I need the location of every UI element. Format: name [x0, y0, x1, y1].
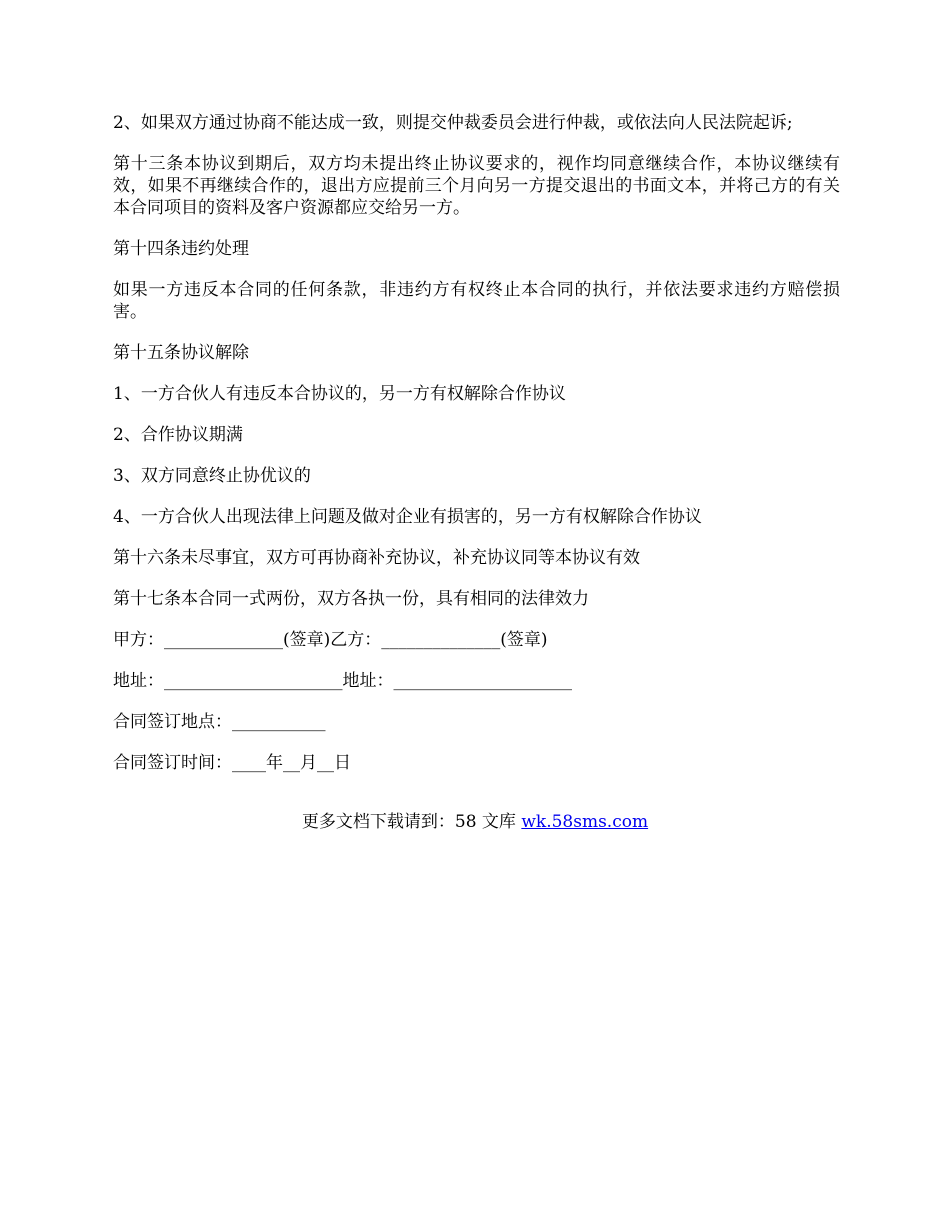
- list-item-termination-1: 1、一方合伙人有违反本合协议的，另一方有权解除合作协议: [113, 384, 566, 404]
- footer: [0, 811, 950, 833]
- list-item-termination-4: 4、一方合伙人出现法律上问题及做对企业有损害的，另一方有权解除合作协议: [113, 507, 702, 527]
- footer-text: 更多文档下载请到：58 文库: [301, 812, 522, 832]
- signing-place-line: 合同签订地点：___________: [113, 712, 326, 732]
- paragraph-article-17: 第十七条本合同一式两份，双方各执一份，具有相同的法律效力: [113, 589, 589, 609]
- address-line: 地址：_____________________地址：_____________________: [113, 671, 572, 691]
- paragraph-breach: 如果一方违反本合同的任何条款，非违约方有权终止本合同的执行，并依法要求违约方赔偿损害。: [113, 280, 840, 322]
- paragraph-article-13: 第十三条本协议到期后，双方均未提出终止协议要求的，视作均同意继续合作，本协议继续有效，如果不再继续合作的，退出方应提前三个月向另一方提交退出的书面文本，并将己方的有关本合同项目的资料及客户资源都应交给另一方。: [113, 154, 840, 218]
- heading-article-14: 第十四条违约处理: [113, 239, 249, 259]
- signing-date-line: 合同签订时间：____年__月__日: [113, 753, 351, 773]
- footer-link[interactable]: wk.58sms.com: [521, 812, 649, 832]
- signature-line: 甲方：______________(签章)乙方：______________(签章): [113, 630, 548, 650]
- heading-article-15: 第十五条协议解除: [113, 343, 249, 363]
- document-body: [113, 112, 840, 793]
- list-item-termination-2: 2、合作协议期满: [113, 425, 243, 445]
- list-item-termination-3: 3、双方同意终止协优议的: [113, 466, 311, 486]
- paragraph-article-16: 第十六条未尽事宜，双方可再协商补充协议，补充协议同等本协议有效: [113, 548, 640, 568]
- paragraph-arbitration: 2、如果双方通过协商不能达成一致，则提交仲裁委员会进行仲裁，或依法向人民法院起诉;: [113, 113, 793, 133]
